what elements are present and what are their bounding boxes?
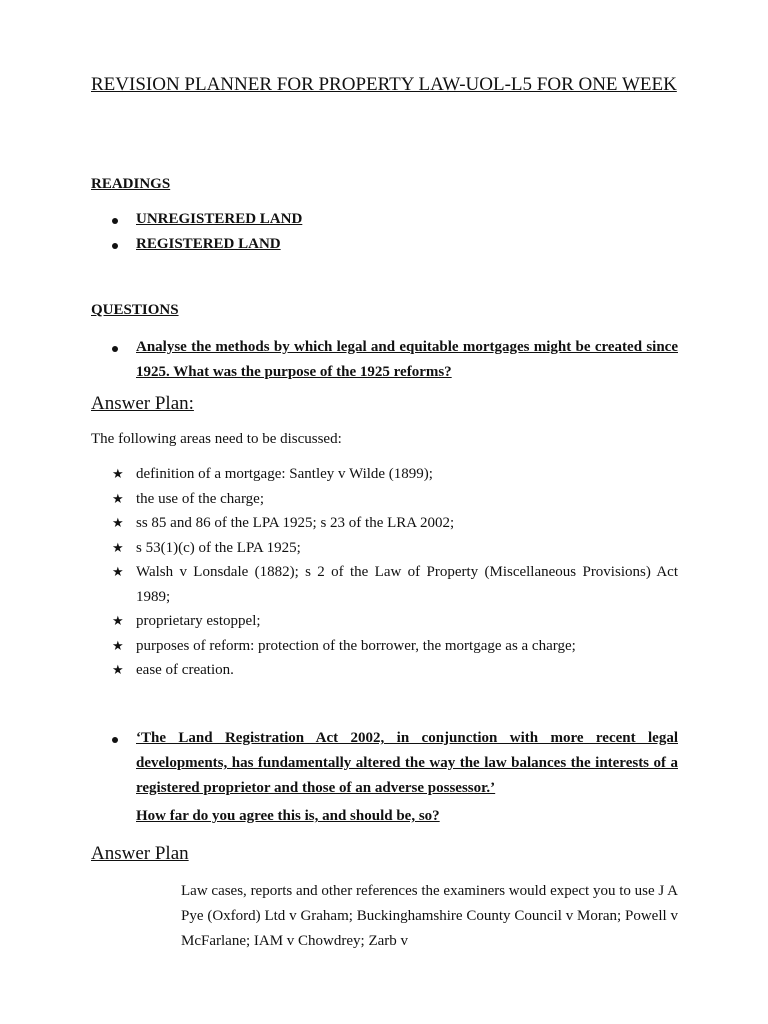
list-item — [112, 560, 678, 609]
point-text: the use of the charge; — [136, 490, 265, 507]
point-text: ss 85 and 86 of the LPA 1925; s 23 of the LRA 2002; — [136, 515, 455, 531]
list-item — [112, 726, 678, 801]
reading-item: UNREGISTERED LAND — [136, 211, 303, 227]
readings-list — [112, 207, 678, 257]
point-text: definition of a mortgage: Santley v Wilde (1899); — [136, 466, 433, 482]
bullet-icon — [112, 243, 118, 249]
list-item — [112, 487, 678, 512]
point-text: purposes of reform: protection of the borrower, the mortgage as a charge; — [136, 637, 576, 654]
question-2: ‘The Land Registration Act 2002, in conjunction with more recent legal developments, has fundamentally altered the way the law balances the interests of a registered proprietor and those of an adverse possessor.’ — [136, 730, 678, 796]
list-item — [112, 232, 678, 257]
bullet-icon — [112, 737, 118, 743]
point-text: ease of creation. — [136, 662, 234, 678]
star-icon: ★ — [112, 662, 124, 677]
answer-plan-1-intro: The following areas need to be discussed: — [91, 431, 342, 447]
point-text: Walsh v Lonsdale (1882); s 2 of the Law of Property (Miscellaneous Provisions) Act 1989; — [136, 564, 678, 605]
list-item — [112, 335, 678, 385]
bullet-icon — [112, 346, 118, 352]
point-text: s 53(1)(c) of the LPA 1925; — [136, 539, 301, 556]
readings-heading: READINGS — [91, 176, 171, 192]
answer-plan-2-heading: Answer Plan — [91, 843, 189, 864]
star-icon: ★ — [112, 564, 124, 579]
question-2-list — [112, 726, 678, 801]
star-icon: ★ — [112, 613, 124, 628]
star-icon: ★ — [112, 466, 124, 481]
questions-heading: QUESTIONS — [91, 302, 179, 318]
point-text: proprietary estoppel; — [136, 613, 261, 629]
answer-plan-1-points — [112, 462, 678, 683]
question-2-followup: How far do you agree this is, and should be, so? — [136, 808, 440, 824]
list-item — [112, 462, 678, 487]
list-item — [112, 609, 678, 634]
list-item — [112, 536, 678, 561]
list-item — [112, 207, 678, 232]
bullet-icon — [112, 218, 118, 224]
question-1-list — [112, 335, 678, 385]
document-title: REVISION PLANNER FOR PROPERTY LAW-UOL-L5 FOR ONE WEEK — [91, 74, 677, 95]
list-item — [112, 658, 678, 683]
star-icon: ★ — [112, 490, 124, 506]
list-item — [112, 634, 678, 659]
star-icon: ★ — [112, 515, 124, 530]
list-item — [112, 511, 678, 536]
star-icon: ★ — [112, 539, 124, 555]
reading-item: REGISTERED LAND — [136, 236, 281, 252]
answer-plan-1-heading: Answer Plan: — [91, 393, 194, 414]
answer-plan-2-paragraph: Law cases, reports and other references the examiners would expect you to use J A Pye (Oxford) Ltd v Graham; Buckinghamshire County Council v Moran; Powell v McFarlane; IAM v Chowdrey; Zarb v — [181, 883, 678, 949]
star-icon: ★ — [112, 637, 124, 653]
question-1: Analyse the methods by which legal and equitable mortgages might be created since 1925. What was the purpose of the 1925 reforms? — [136, 339, 678, 380]
